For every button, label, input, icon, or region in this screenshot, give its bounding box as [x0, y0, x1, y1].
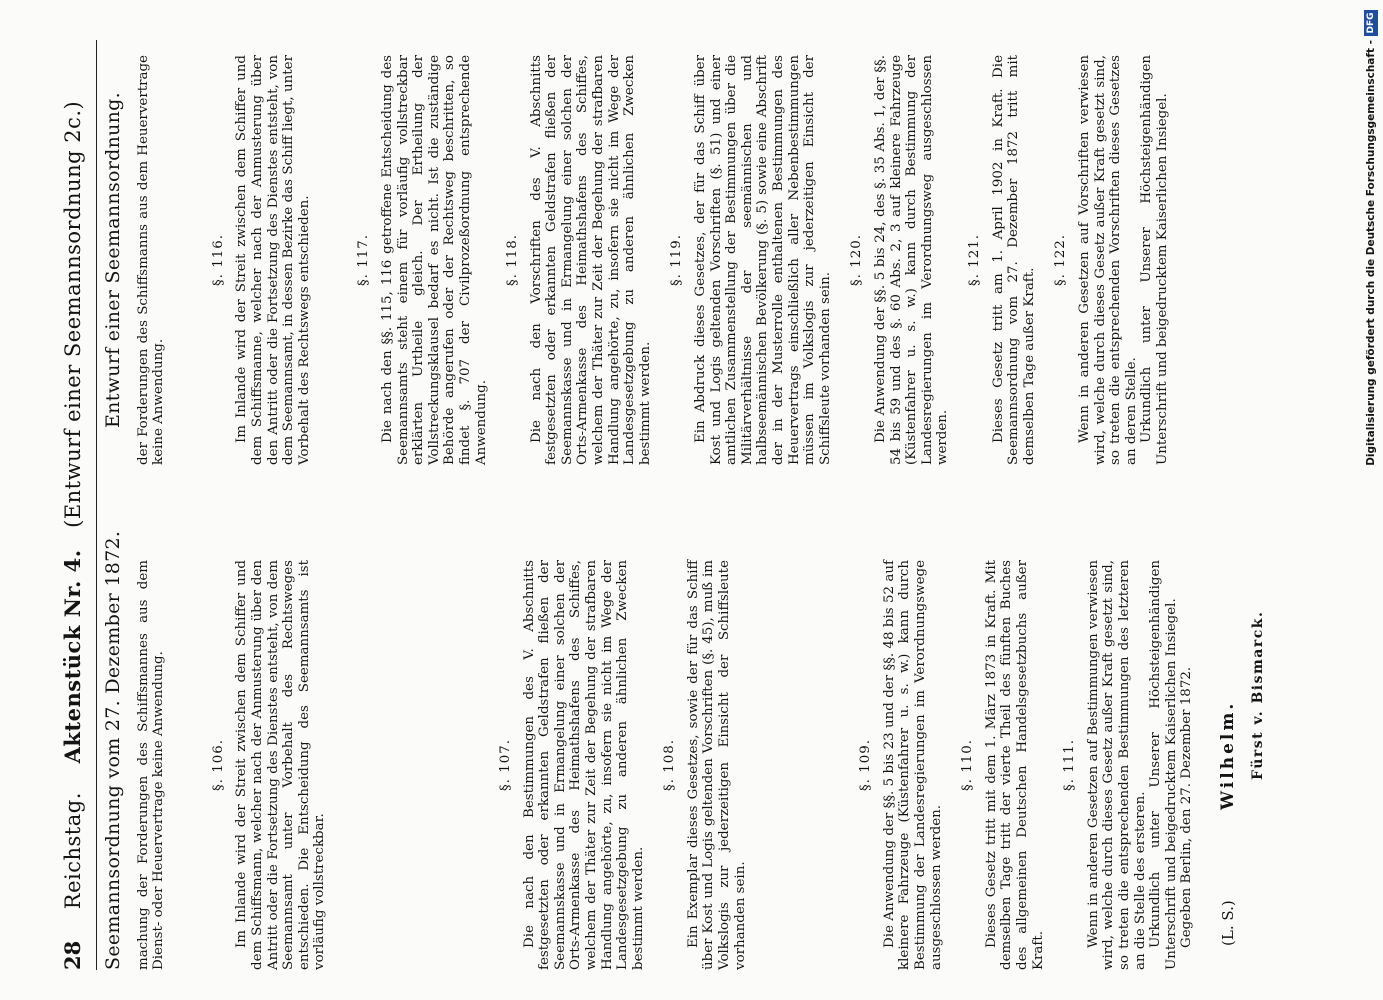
left-given-date: Gegeben Berlin, den 27. Dezember 1872. — [1179, 666, 1195, 948]
right-section-117-text: Die nach den §§. 115, 116 getroffene Entscheidung des Seemannsamts steht einem für vorläufig vollstreckbar erklärten Urtheile gleich. Der Ertheilung der Vollstreckungsklausel bedarf es nicht. Ist die zuständige Behörde angerufen oder der Rechtsweg beschritten, so findet §. 707 der Civilprozeßordnung entsprechende Anwendung. — [379, 55, 489, 465]
header-left: Reichstag. — [61, 792, 85, 910]
header-right: (Entwurf einer Seemannsordnung 2c.) — [61, 100, 85, 528]
right-intro: der Forderungen des Schiffsmanns aus dem Heuervertrage keine Anwendung. — [135, 55, 167, 465]
right-section-120-text: Die Anwendung der §§. 5 bis 24, des §. 35 Abs. 1, der §§. 54 bis 59 und des §. 60 Abs. 2, 3 auf kleinere Fahrzeuge (Küstenfahrer u. s. w.) kann durch Bestimmung der Landesregierungen im Verordnungsweg ausgeschlossen werden. — [872, 55, 951, 465]
right-section-119-text: Ein Abdruck dieses Gesetzes, der für das Schiff über Kost und Logis geltenden Vorschriften (§. 51) und einer amtlichen Zusammenstellung der Bestimmungen über die Militärverhältnisse der seemännischen und halbseemännischen Bevölkerung (§. 5) sowie eine Abschrift der in der Musterrolle enthaltenen Bestimmungen des Heuervertrags einschließlich aller Nebenbestimmungen müssen im Volkslogis zur jederzeitigen Einsicht der Schiffsleute vorhanden sein. — [693, 55, 833, 465]
rotated-page — [50, 40, 1340, 970]
left-section-106-label: §. 106. — [210, 738, 226, 792]
left-intro: machung der Forderungen des Schiffsmannes aus dem Dienst- oder Heuervertrage keine Anwendung. — [135, 560, 167, 970]
right-section-118-label: §. 118. — [505, 233, 521, 287]
left-section-110-label: §. 110. — [960, 738, 976, 792]
dfg-logo — [1364, 10, 1378, 36]
left-section-107-label: §. 107. — [497, 738, 513, 792]
dfg-watermark-text: Digitalisierung gefördert durch die Deutsche Forschungsgemeinschaft - — [1365, 40, 1377, 466]
signature-wilhelm: Wilhelm. — [1217, 700, 1238, 810]
header-rule — [96, 40, 97, 970]
left-section-111-label: §. 111. — [1062, 738, 1078, 792]
page-number: 28 — [60, 940, 85, 970]
right-column — [102, 55, 1338, 465]
dfg-logo-text: DFG — [1366, 12, 1376, 34]
left-column — [102, 530, 1338, 970]
right-section-122-text: Wenn in anderen Gesetzen auf Vorschriften verwiesen wird, welche durch dieses Gesetz außer Kraft gesetzt sind, so treten die entsprechenden Vorschriften dieses Gesetzes an deren Stelle. — [1076, 55, 1139, 465]
right-section-118-text: Die nach den Vorschriften des V. Abschnitts festgesetzten oder erkannten Geldstrafen fließen der Seemannskasse und in Ermangelung einer solchen der Orts-Armenkasse des Heimathshafens des Schiffes, welchem der Thäter zur Zeit der Begehung der strafbaren Handlung angehörte, zu, insofern sie nicht im Wege der Landesgesetzgebung zu anderen ähnlichen Zwecken bestimmt werden. — [528, 55, 653, 465]
countersign-bismarck: Fürst v. Bismarck. — [1249, 610, 1266, 780]
left-section-108-label: §. 108. — [662, 738, 678, 792]
right-section-116-text: Im Inlande wird der Streit zwischen dem Schiffer und dem Schiffsmanne, welcher nach der Anmusterung über den Antritt oder die Fortsetzung des Dienstes entsteht, von dem Seemannsamt, in dessen Bezirke das Schiff liegt, unter Vorbehalt des Rechtswegs entschieden. — [234, 55, 312, 465]
left-section-111-text: Wenn in anderen Gesetzen auf Bestimmungen verwiesen wird, welche durch dieses Gesetz außer Kraft gesetzt sind, so treten die entsprechenden Bestimmungen des letzteren an die Stelle des ersteren. — [1085, 560, 1148, 970]
signature-block — [1217, 560, 1283, 970]
left-section-109-text: Die Anwendung der §§. 5 bis 23 und der §§. 48 bis 52 auf kleinere Fahrzeuge (Küstenfahrer u. s. w.) kann durch Bestimmung der Landesregierungen im Verordnungswege ausgeschlossen werden. — [881, 560, 944, 970]
right-section-120-label: §. 120. — [849, 233, 865, 287]
header-title — [60, 40, 85, 970]
seal-mark: (L. S.) — [1218, 900, 1237, 946]
right-section-116-label: §. 116. — [210, 233, 226, 287]
right-section-122-label: §. 122. — [1053, 233, 1069, 287]
left-section-108-text: Ein Exemplar dieses Gesetzes, sowie der für das Schiff über Kost und Logis geltenden Vorschriften (§. 45), muß im Volkslogis zur jederzeitigen Einsicht der Schiffsleute vorhanden sein. — [685, 560, 748, 970]
right-closing: Urkundlich unter Unserer Höchsteigenhändigen Unterschrift und beigedrucktem Kaiserlichen Insiegel. — [1139, 55, 1170, 465]
left-closing: Urkundlich unter Unserer Höchsteigenhändigen Unterschrift und beigedrucktem Kaiserlichen Insiegel. — [1148, 560, 1179, 970]
right-column-title: Entwurf einer Seemannsordnung. — [102, 92, 124, 428]
right-section-121-label: §. 121. — [966, 233, 982, 287]
left-section-109-label: §. 109. — [858, 738, 874, 792]
left-section-110-text: Dieses Gesetz tritt mit dem 1. März 1873 in Kraft. Mit demselben Tage tritt der vierte Theil des fünften Buches des allgemeinen Deutschen Handelsgesetzbuchs außer Kraft. — [983, 560, 1046, 970]
right-section-121-text: Dieses Gesetz tritt am 1. April 1902 in Kraft. Die Seemannsordnung vom 27. Dezember 1872 tritt mit demselben Tage außer Kraft. — [990, 55, 1037, 465]
left-section-106-text: Im Inlande wird der Streit zwischen dem Schiffer und dem Schiffsmann, welcher nach der Anmusterung über den Antritt oder die Fortsetzung des Dienstes entsteht, von dem Seemannsamt unter Vorbehalt des Rechtsweges entschieden. Die Entscheidung des Seemannsamts ist vorläufig vollstreckbar. — [234, 560, 328, 970]
dfg-watermark — [1362, 8, 1380, 993]
left-column-title: Seemannsordnung vom 27. Dezember 1872. — [102, 530, 124, 970]
header-doc-number: Aktenstück Nr. 4. — [60, 549, 85, 764]
left-section-107-text: Die nach den Bestimmungen des V. Abschnitts festgesetzten oder erkannten Geldstrafen fließen der Seemannskasse und in Ermangelung einer solchen der Orts-Armenkasse des Heimathshafens des Schiffes, welchem der Thäter zur Zeit der Begehung der strafbaren Handlung angehörte, zu, insofern sie nicht im Wege der Landesgesetzgebung zu anderen ähnlichen Zwecken bestimmt werden. — [521, 560, 646, 970]
right-section-117-label: §. 117. — [356, 233, 372, 287]
running-header — [50, 40, 96, 970]
right-section-119-label: §. 119. — [669, 233, 685, 287]
